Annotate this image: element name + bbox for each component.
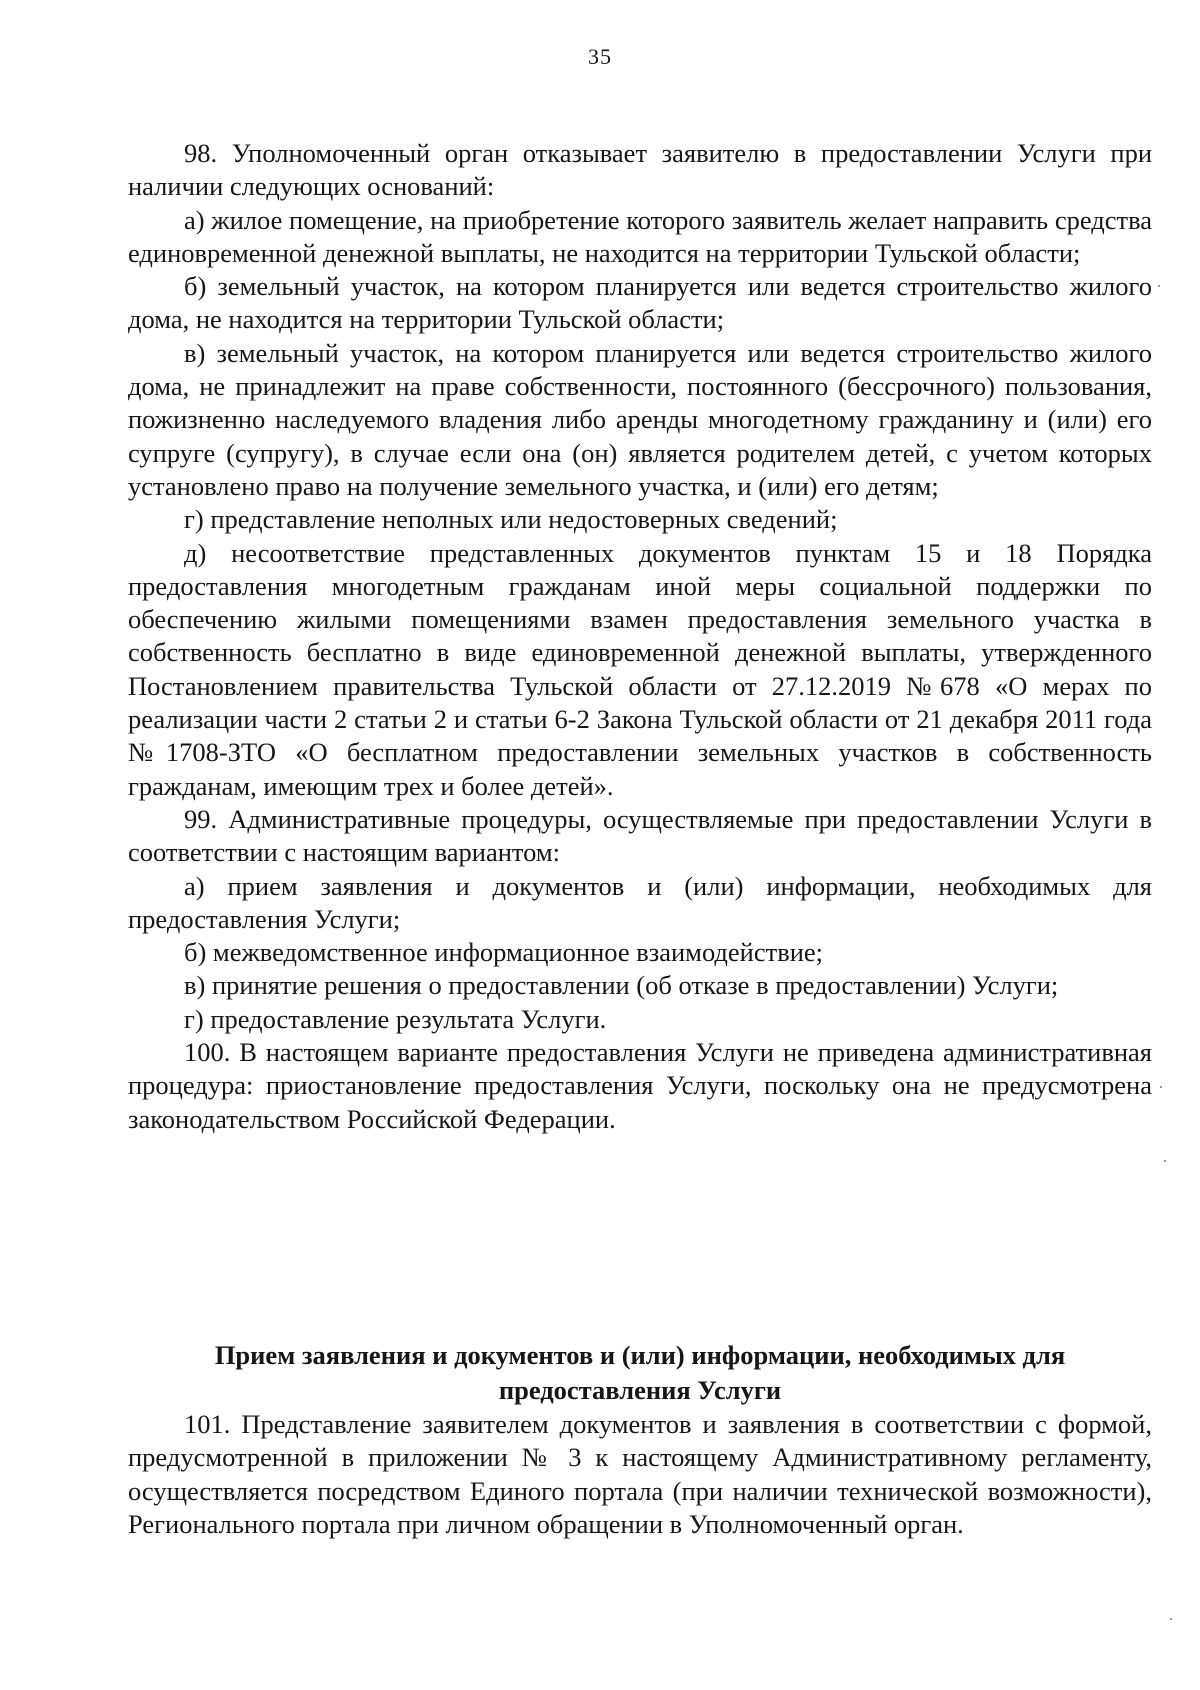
scan-speck bbox=[1158, 285, 1160, 287]
paragraph-100: 100. В настоящем варианте предоставления Услуги не приведена административная процедура: приостановление предоставления Услуги, поскольку она не предусмотрена законодательством Российской Федерации. bbox=[128, 1037, 1152, 1134]
paragraph-99-item-g: г) предоставление результата Услуги. bbox=[184, 1003, 607, 1034]
paragraph-98-item-g: г) представление неполных или недостоверных сведений; bbox=[184, 504, 838, 535]
page-number: 35 bbox=[588, 44, 612, 69]
paragraph-99: 99. Административные процедуры, осуществляемые при предоставлении Услуги в соответствии с настоящим вариантом: bbox=[128, 803, 1152, 868]
scan-speck bbox=[1170, 1618, 1172, 1620]
paragraph-99-item-b: б) межведомственное информационное взаимодействие; bbox=[184, 937, 824, 968]
section-heading: Прием заявления и документов и (или) информации, необходимых для предоставления Услуги bbox=[214, 1340, 1066, 1405]
scan-speck bbox=[1164, 1160, 1166, 1162]
document-body bbox=[128, 137, 1152, 1136]
paragraph-98-item-v: в) земельный участок, на котором планируется или ведется строительство жилого дома, не принадлежит на праве собственности, постоянного (бессрочного) пользования, пожизненно наследуемого владения либо аренды многодетному гражданину и (или) его супруге (супругу), в случае если она (он) является родителем детей, с учетом которых установлено право на получение земельного участка, и (или) его детям; bbox=[128, 337, 1152, 501]
paragraph-98-item-b: б) земельный участок, на котором планируется или ведется строительство жилого дома, не находится на территории Тульской области; bbox=[128, 271, 1152, 335]
paragraph-99-item-v: в) принятие решения о предоставлении (об отказе в предоставлении) Услуги; bbox=[184, 970, 1059, 1001]
paragraph-98-item-d: д) несоответствие представленных документов пунктам 15 и 18 Порядка предоставления многодетным гражданам иной меры социальной поддержки по обеспечению жилыми помещениями взамен предоставления земельного участка в собственность бесплатно в виде единовременной денежной выплаты, утвержденного Постановлением правительства Тульской области от 27.12.2019 №678 «О мерах по реализации части 2 статьи 2 и статьи 6-2 Закона Тульской области от 21 декабря 2011 года №1708-ЗТО «О бесплатном предоставлении земельных участков в собственность гражданам, имеющим трех и более детей». bbox=[128, 537, 1152, 801]
paragraph-98-item-a: а) жилое помещение, на приобретение которого заявитель желает направить средства единовременной денежной выплаты, не находится на территории Тульской области; bbox=[128, 204, 1152, 268]
scan-speck bbox=[1160, 1086, 1162, 1088]
paragraph-101: 101. Представление заявителем документов и заявления в соответствии с формой, предусмотренной в приложении № 3 к настоящему Административному регламенту, осуществляется посредством Единого портала (при наличии технической возможности), Регионального портала при личном обращении в Уполномоченный орган. bbox=[128, 1409, 1152, 1539]
section-body bbox=[128, 1408, 1152, 1541]
paragraph-99-item-a: а) прием заявления и документов и (или) информации, необходимых для предоставления Услуги; bbox=[128, 870, 1152, 934]
paragraph-98: 98. Уполномоченный орган отказывает заявителю в предоставлении Услуги при наличии следующих оснований: bbox=[128, 138, 1152, 202]
